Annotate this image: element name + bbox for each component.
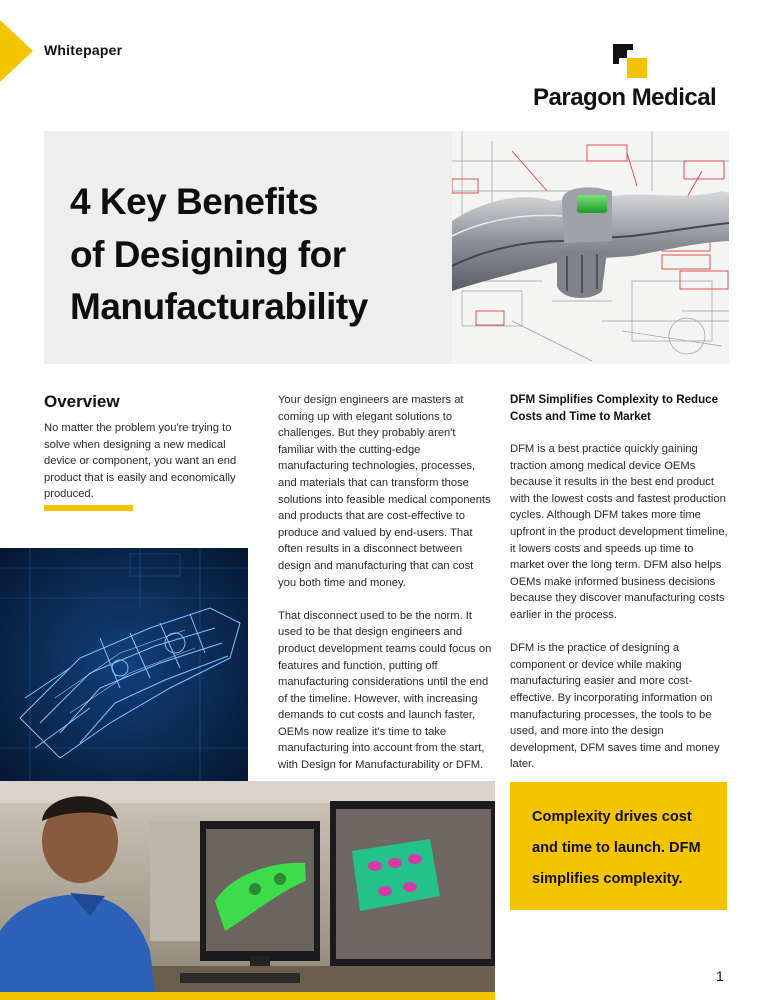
page-title <box>70 176 450 334</box>
intro-column <box>278 392 493 774</box>
title-line-3: Manufacturability <box>70 286 368 328</box>
intro-paragraph-2: That disconnect used to be the norm. It used to be that design engineers and product development teams could focus on features and function, putting off manufacturing considerations until the end of the timeline. However, with increasing demands to cut costs and launch faster, OEMs now realize it's time to take manufacturing into account from the start, with Design for Manufacturability or DFM. <box>278 609 492 772</box>
title-line-2: of Designing for <box>70 233 346 275</box>
callout-text: Complexity drives cost and time to launch. DFM simplifies complexity. <box>532 809 701 887</box>
overview-heading: Overview <box>44 392 120 411</box>
document-type-label: Whitepaper <box>44 42 123 58</box>
blueprint-wireframe-image <box>0 548 248 781</box>
page-number: 1 <box>716 968 724 984</box>
footer-accent-bar <box>0 992 495 1000</box>
dfm-section-heading: DFM Simplifies Complexity to Reduce Costs and Time to Market <box>510 393 719 423</box>
paragon-logo-icon <box>613 44 647 78</box>
dfm-paragraph-2: DFM is the practice of designing a component or device while making manufacturing easier and more cost-effective. By incorporating information on manufacturing processes, the tools to be used, and more into the design development, DFM saves time and money later. <box>510 642 720 771</box>
dfm-paragraph-1: DFM is a best practice quickly gaining traction among medical device OEMs because it results in the best end product with the lowest costs and fastest production cycles. Although DFM takes more time upfront in the product development timeline, it lowers costs and speeds up time to market over the long term. DFM also helps OEMs make informed business decisions because they discover manufacturing costs earlier in the process. <box>510 443 728 621</box>
engineer-at-workstation-photo <box>0 781 495 992</box>
engineering-drawing-part-image <box>452 131 729 364</box>
intro-paragraph-1: Your design engineers are masters at coming up with elegant solutions to challenges. But they probably aren't familiar with the cutting-edge manufacturing technologies, processes, and materials that can transform those solutions into feasible medical components and products that are cost-effective to produce and valued by end-users. That often results in a disconnect between design and manufacturing that can cost you both time and money. <box>278 394 491 589</box>
dfm-column <box>510 441 730 773</box>
corner-accent <box>0 20 33 82</box>
overview-text: No matter the problem you're trying to solve when designing a new medical device or component, you want an end product that is easily and economically produced. <box>44 422 237 501</box>
title-line-1: 4 Key Benefits <box>70 181 318 222</box>
callout-box <box>510 782 727 910</box>
hero-banner <box>44 131 729 364</box>
section-divider <box>44 505 133 511</box>
brand-name: Paragon Medical <box>533 84 717 111</box>
